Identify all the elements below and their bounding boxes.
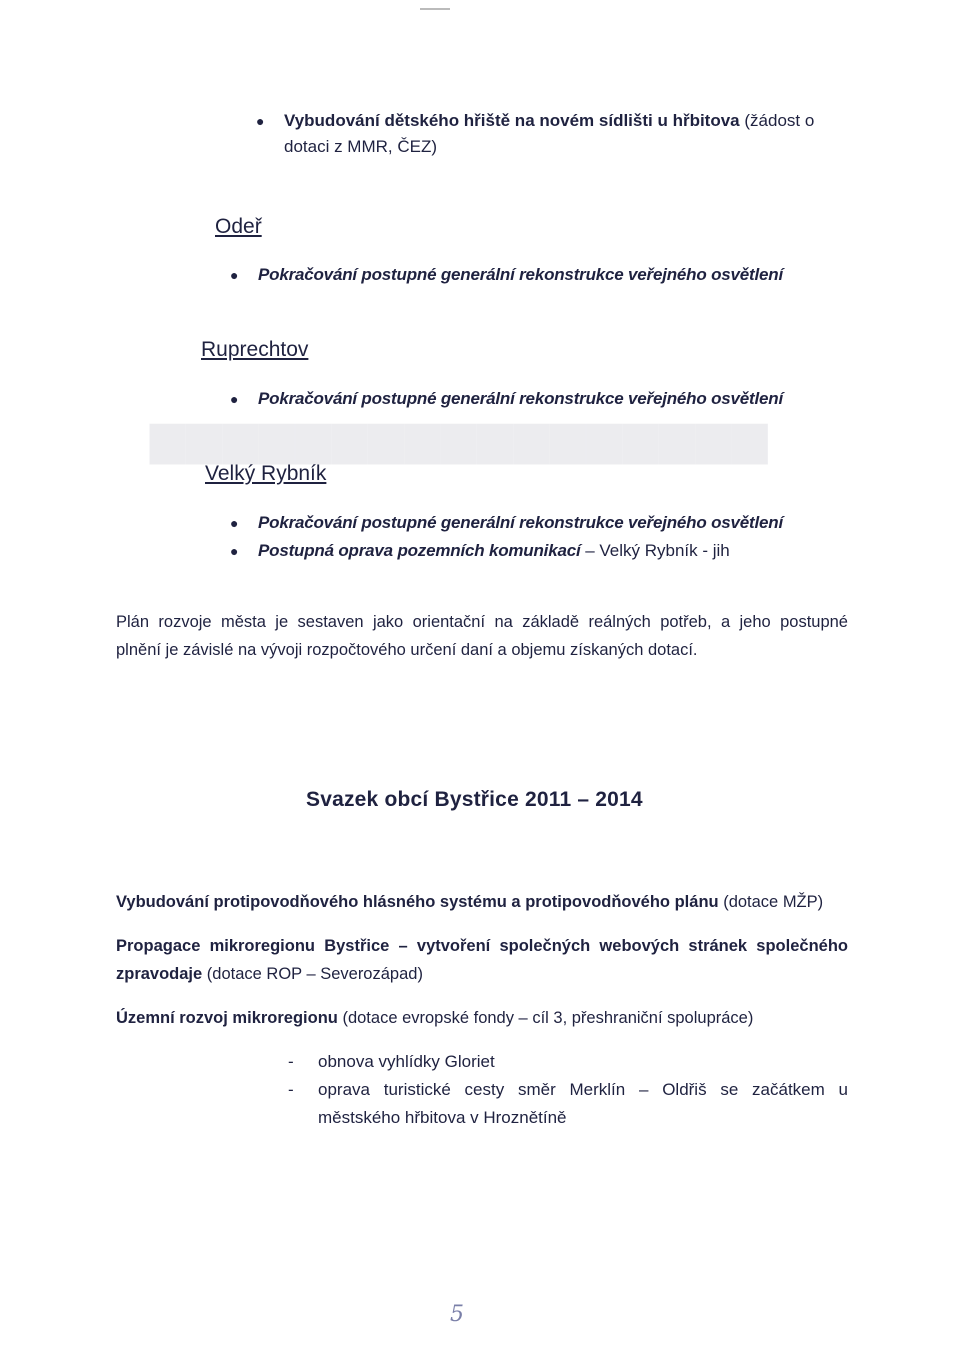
sub-list-item-text-line2: městského hřbitova v Hroznětíně — [318, 1108, 567, 1127]
sub-list-item — [288, 1048, 848, 1076]
intro-bullet-line2: dotaci z MMR, ČEZ) — [284, 137, 438, 156]
svazek-item-1-bold: Vybudování protipovodňového hlásného systému a protipovodňového plánu — [116, 893, 719, 911]
sub-list-item — [288, 1076, 848, 1132]
svazek-item-2-line2 — [116, 960, 848, 988]
svazek-item-3 — [116, 1004, 856, 1032]
heading-ruprechtov: Ruprechtov — [201, 338, 309, 361]
list-item-text: Pokračování postupné generální rekonstrukce veřejného osvětlení — [258, 389, 783, 408]
dash-icon: - — [288, 1080, 294, 1099]
svazek-item-3-bold: Územní rozvoj mikroregionu — [116, 1009, 338, 1027]
list-item-suffix: – Velký Rybník - jih — [580, 541, 730, 560]
sub-list-item-text: obnova vyhlídky Gloriet — [318, 1052, 495, 1071]
heading-oder: Odeř — [215, 215, 262, 238]
svazek-item-3-rest: (dotace evropské fondy – cíl 3, přeshraniční spolupráce) — [337, 1009, 754, 1027]
dash-icon: - — [288, 1052, 294, 1071]
bullet-icon: ● — [230, 515, 239, 531]
bleed-through-shadow: ▆▆▆▆▆▆▆▆▆▆▆▆▆▆▆▆▆ — [150, 411, 769, 463]
bullet-icon: ● — [230, 267, 239, 283]
plan-paragraph-line2: plnění je závislé na vývoji rozpočtového určení daní a objemu získaných dotací. — [116, 641, 698, 659]
list-item-text: Pokračování postupné generální rekonstrukce veřejného osvětlení — [258, 513, 783, 532]
list-item — [230, 538, 850, 564]
heading-velky-rybnik: Velký Rybník — [205, 462, 327, 485]
svazek-item-1-rest: (dotace MŽP) — [718, 893, 824, 911]
bullet-icon: ● — [230, 391, 239, 407]
list-item — [230, 262, 850, 288]
list-item-text: Pokračování postupné generální rekonstrukce veřejného osvětlení — [258, 265, 783, 284]
svazek-item-2-line1: Propagace mikroregionu Bystřice – vytvoření společných webových stránek společného — [116, 937, 848, 955]
intro-bullet-rest: (žádost o — [744, 111, 815, 130]
svazek-item-2-bold: zpravodaje — [116, 965, 203, 983]
section-title-svazek: Svazek obcí Bystřice 2011 – 2014 — [306, 788, 643, 811]
bullet-icon: ● — [256, 113, 265, 129]
list-item-text: Postupná oprava pozemních komunikací — [258, 541, 581, 560]
svazek-item-2-rest: (dotace ROP – Severozápad) — [202, 965, 423, 983]
scan-mark — [420, 0, 450, 10]
page-number: 5 — [450, 1302, 464, 1327]
bullet-icon: ● — [230, 543, 239, 559]
intro-bullet — [256, 108, 856, 168]
intro-bullet-bold: Vybudování dětského hřiště na novém sídlišti u hřbitova — [284, 111, 740, 130]
svazek-item-1 — [116, 888, 856, 916]
list-item — [230, 510, 850, 536]
sub-list-item-text: oprava turistické cesty směr Merklín – Oldřiš se začátkem u — [318, 1080, 848, 1099]
plan-paragraph-line1: Plán rozvoje města je sestaven jako orientační na základě reálných potřeb, a jeho postupné — [116, 613, 848, 631]
list-item — [230, 386, 850, 412]
